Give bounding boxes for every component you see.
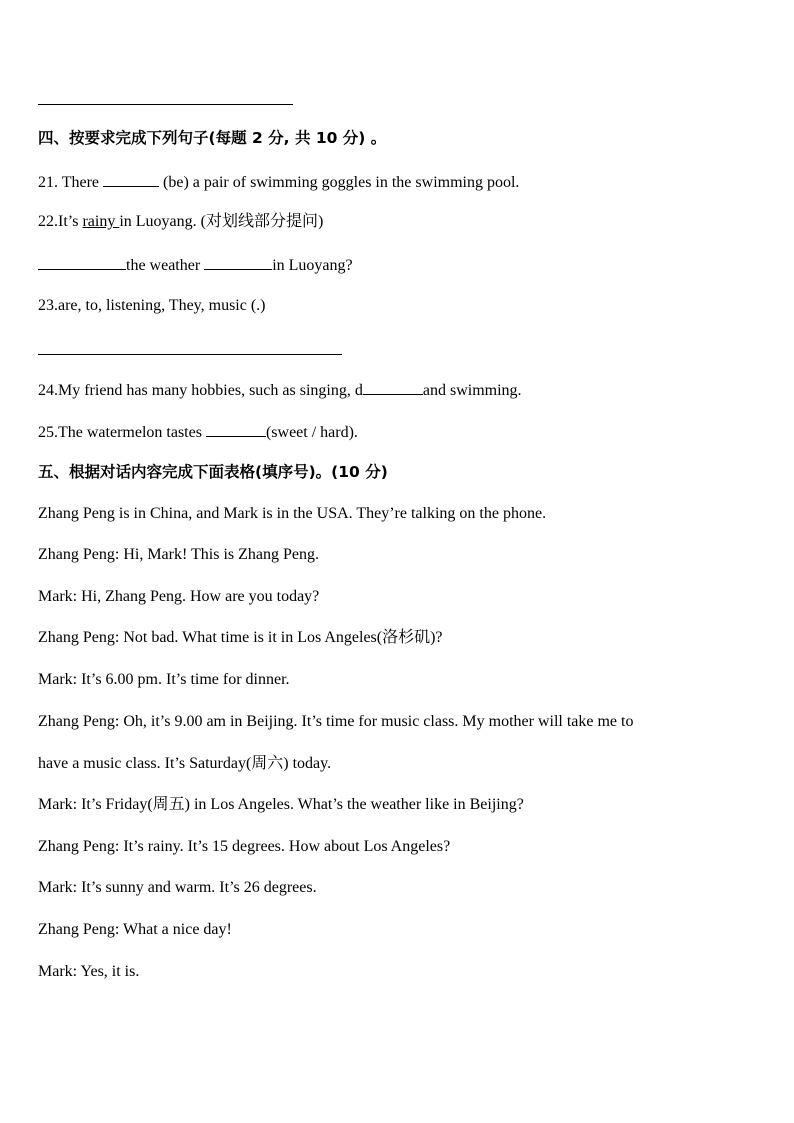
q21-blank[interactable] xyxy=(103,171,159,187)
dialogue-line: Zhang Peng: Not bad. What time is it in Los Angeles(洛杉矶)? xyxy=(38,629,443,646)
dialogue-line: Zhang Peng is in China, and Mark is in the USA. They’re talking on the phone. xyxy=(38,505,547,522)
q25-blank[interactable] xyxy=(206,421,266,437)
q25-text-before: .The watermelon tastes xyxy=(54,424,206,441)
q23-answer-line[interactable] xyxy=(38,354,342,355)
q21-number: 21 xyxy=(38,174,54,191)
q23-number: 23 xyxy=(38,297,54,314)
dialogue-line: have a music class. It’s Saturday(周六) today. xyxy=(38,755,332,772)
question-25 xyxy=(38,421,774,443)
q24-text-after: and swimming. xyxy=(422,382,522,399)
q22-answer-end: in Luoyang? xyxy=(272,257,353,274)
question-22 xyxy=(38,212,774,232)
q22-underlined-word: rainy xyxy=(82,213,120,230)
q22-text-before: .It’s xyxy=(54,213,83,230)
dialogue-line: Zhang Peng: Hi, Mark! This is Zhang Peng. xyxy=(38,546,320,563)
dialogue-line: Mark: It’s sunny and warm. It’s 26 degrees. xyxy=(38,879,317,896)
q23-text: .are, to, listening, They, music (.) xyxy=(54,297,266,314)
q21-text-before: . There xyxy=(54,174,104,191)
dialogue-line: Mark: Yes, it is. xyxy=(38,963,140,980)
question-22-answer xyxy=(38,254,774,276)
q21-text-after: (be) a pair of swimming goggles in the swimming pool. xyxy=(159,174,520,191)
dialogue-line: Mark: It’s 6.00 pm. It’s time for dinner. xyxy=(38,671,290,688)
q25-number: 25 xyxy=(38,424,54,441)
dialogue-line: Mark: Hi, Zhang Peng. How are you today? xyxy=(38,588,320,605)
dialogue-line: Zhang Peng: It’s rainy. It’s 15 degrees. How about Los Angeles? xyxy=(38,838,451,855)
q24-blank[interactable] xyxy=(363,379,423,395)
question-21 xyxy=(38,171,774,193)
section-4-title: 四、按要求完成下列句子(每题 2 分, 共 10 分) 。 xyxy=(38,129,387,147)
q22-number: 22 xyxy=(38,213,54,230)
dialogue-line: Mark: It’s Friday(周五) in Los Angeles. What’s the weather like in Beijing? xyxy=(38,796,524,813)
q22-answer-middle: the weather xyxy=(126,257,205,274)
question-24 xyxy=(38,379,774,401)
dialogue-line: Zhang Peng: Oh, it’s 9.00 am in Beijing. It’s time for music class. My mother will take me to xyxy=(38,713,634,730)
answer-line-top xyxy=(38,104,293,105)
q25-text-after: (sweet / hard). xyxy=(265,424,358,441)
q24-text-before: .My friend has many hobbies, such as singing, d xyxy=(54,382,363,399)
q24-number: 24 xyxy=(38,382,54,399)
section-5-title: 五、根据对话内容完成下面表格(填序号)。(10 分) xyxy=(38,463,388,481)
q22-blank-2[interactable] xyxy=(204,254,272,270)
dialogue-line: Zhang Peng: What a nice day! xyxy=(38,921,232,938)
question-23 xyxy=(38,296,774,316)
q22-blank-1[interactable] xyxy=(38,254,126,270)
q22-text-after: in Luoyang. (对划线部分提问) xyxy=(119,213,324,230)
